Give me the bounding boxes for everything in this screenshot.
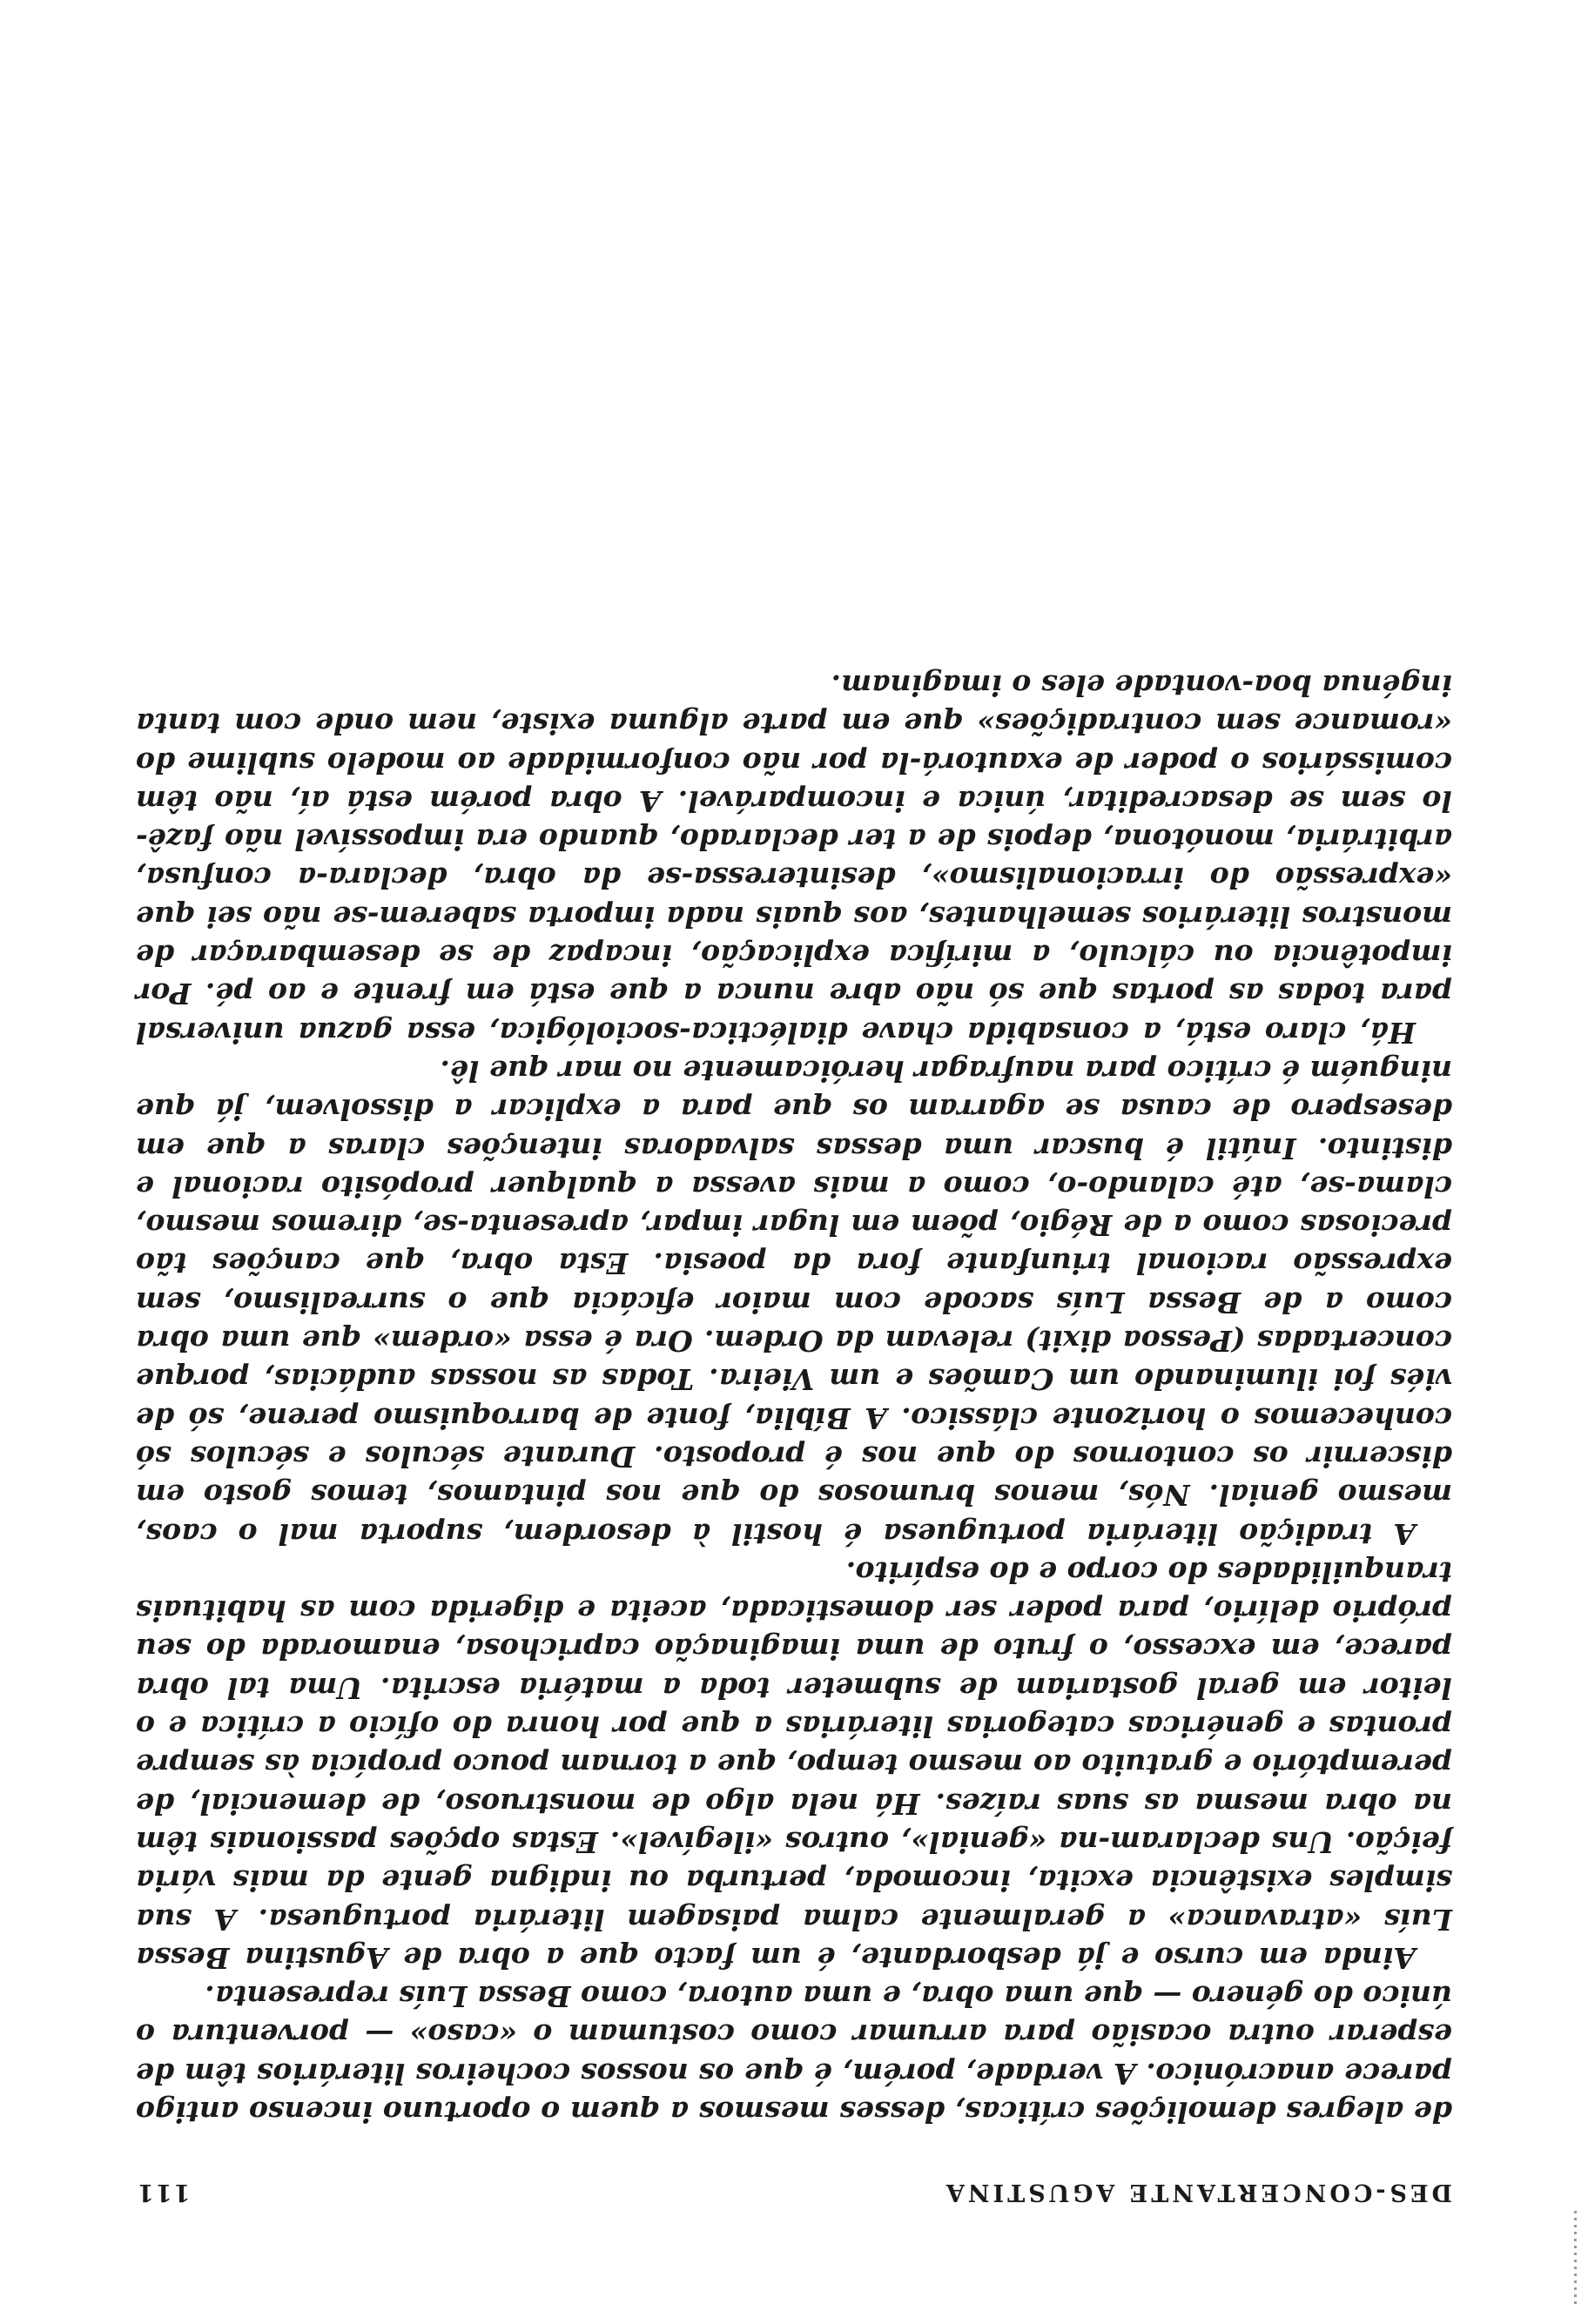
- running-title: DES-CONCERTANTE AGUSTINA: [942, 2179, 1452, 2206]
- paragraph-1: de alegres demolições críticas, desses mesmos a quem o oportuno incenso antigo parece anacrónico. A verdade, porém, é que os nossos cocheiros literários têm de esperar outra ocasião para arrumar como costumam o «caso» — porventura o único do género — que uma obra, e uma autora, como Bessa Luís representa.: [136, 1979, 1452, 2129]
- paragraph-2: Ainda em curso e já desbordante, é um facto que a obra de Agustina Bessa Luís «atravanca» a geralmente calma paisagem literária portuguesa. A sua simples existência excita, incomoda, perturba ou indigna gente da mais vária feição. Uns declaram-na «genial», outros «ilegível». Estas opções passionais têm na obra mesma as suas raízes. Há nela algo de monstruoso, de demencial, de peremptório e gratuito ao mesmo tempo, que a tornam pouco propícia às sempre prontas e genéricas categorias literárias a que por honra do ofício a crítica e o leitor em geral gostariam de submeter toda a matéria escrita. Uma tal obra parece, em excesso, o fruto de uma imaginação caprichosa, enamorada do seu próprio delírio, para poder ser domesticada, aceita e digerida com as habituais tranquilidades do corpo e do espírito.: [136, 1555, 1452, 1975]
- page-number: 111: [136, 2179, 191, 2206]
- paragraph-3: A tradição literária portuguesa é hostil à desordem, suporta mal o caos, mesmo genial. Nós, menos brumosos do que nos pintamos, temos gosto em discernir os contornos do que nos é proposto. Durante séculos e séculos só conhecemos o horizonte clássico. A Bíblia, fonte de barroquismo perene, só de viés foi iluminando um Camões e um Vieira. Todas as nossas audácias, porque concertadas (Pessoa dixit) relevam da Ordem. Ora é essa «ordem» que uma obra como a de Bessa Luís sacode com maior eficácia que o surrealismo, sem expressão racional triunfante fora da poesia. Esta obra, que canções tão preciosas como a de Régio, põem em lugar impar, apresenta-se, diremos mesmo, clama-se, até calando-o, como a mais avessa a qualquer propósito racional e distinto. Inútil é buscar uma dessas salvadoras intenções claras a que em desespero de causa se agarram os que para a explicar a dissolvem, já que ninguém é crítico para naufragar heróicamente no mar que lê.: [136, 1053, 1452, 1551]
- running-head: [136, 2179, 1452, 2206]
- body-text: [136, 666, 1452, 2131]
- paragraph-4: Há, claro está, a consabida chave dialéctica-sociológica, essa gazua universal para todas as portas que só não abre nunca a que está em frente e ao pé. Por impotência ou cálculo, a mirífica explicação, incapaz de se desembaraçar de monstros literários semelhantes, aos quais nada importa saberem-se não sei que «expressão do irracionalismo», desinteressa-se da obra, declara-a confusa, arbitrária, monótona, depois de a ter declarado, quando era impossível não fazê-lo sem se desacreditar, única e incomparável. A obra porém está aí, não têm comissários o poder de exautorá-la por não conformidade ao modelo sublime do «romance sem contradições» que em parte alguma existe, nem onde com tanta ingénua boa-vontade eles o imaginam.: [136, 668, 1452, 1050]
- scan-binding-mark: [1574, 2211, 1577, 2307]
